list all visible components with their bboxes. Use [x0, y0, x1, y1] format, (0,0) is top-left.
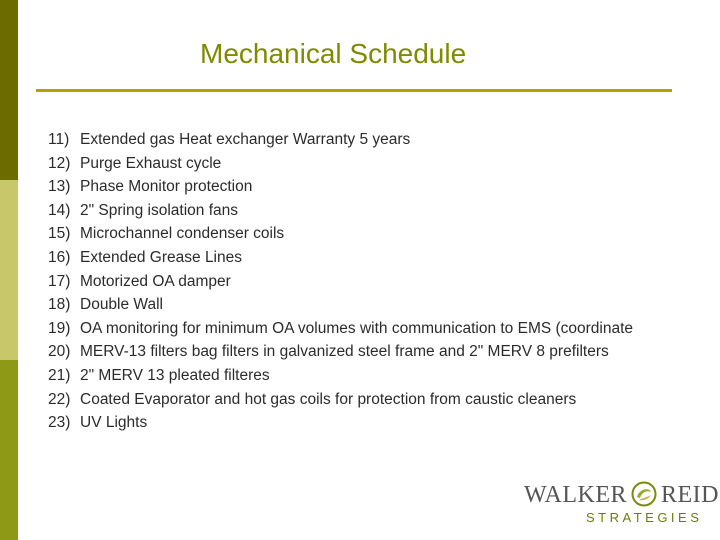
list-item-text: Microchannel condenser coils — [80, 225, 285, 243]
list-item-text: Extended Grease Lines — [80, 248, 242, 266]
list-item-number: 11) — [48, 131, 70, 148]
list-item — [48, 340, 696, 364]
list-item-number: 23) — [48, 414, 71, 432]
list-item — [48, 364, 696, 388]
logo-wordmark — [524, 480, 719, 510]
list-item-text: UV Lights — [80, 414, 148, 432]
list-item-text: Double Wall — [80, 296, 163, 314]
list-item — [48, 222, 696, 246]
schedule-list — [48, 128, 696, 435]
list-item-number: 12) — [48, 154, 71, 172]
walker-reid-logo — [524, 480, 719, 530]
list-item-number: 16) — [48, 248, 71, 266]
list-item-number: 19) — [48, 319, 71, 337]
accent-bar-middle-segment — [0, 180, 18, 360]
list-item-number: 22) — [48, 390, 71, 408]
accent-bar-bottom-segment — [0, 360, 18, 540]
list-item — [48, 199, 696, 223]
list-item-text: Purge Exhaust cycle — [80, 154, 222, 172]
list-item-number: 14) — [48, 201, 71, 219]
list-item-number: 21) — [48, 366, 71, 384]
swirl-emblem-icon — [631, 481, 657, 507]
list-item — [48, 293, 696, 317]
list-item-number: 18) — [48, 296, 71, 314]
logo-word-reid: REID — [660, 482, 719, 508]
list-item-number: 15) — [48, 225, 71, 243]
title-underline — [36, 89, 672, 92]
list-item-text: Phase Monitor protection — [80, 178, 253, 196]
list-item — [48, 128, 696, 152]
list-item — [48, 246, 696, 270]
logo-tagline: STRATEGIES — [586, 510, 703, 525]
list-item-number: 20) — [48, 343, 71, 361]
list-item — [48, 270, 696, 294]
list-item — [48, 152, 696, 176]
list-item — [48, 175, 696, 199]
accent-bar-top-segment — [0, 0, 18, 180]
list-item — [48, 388, 696, 412]
list-item-text: Coated Evaporator and hot gas coils for protection from caustic cleaners — [80, 390, 577, 408]
list-item-text: OA monitoring for minimum OA volumes with communication to EMS (coordinate — [80, 319, 634, 337]
list-item-number: 17) — [48, 272, 71, 290]
list-item-number: 13) — [48, 178, 71, 196]
list-item-text: 2" MERV 13 pleated filteres — [80, 366, 270, 384]
slide-title: Mechanical Schedule — [200, 38, 467, 69]
list-item-text: MERV-13 filters bag filters in galvanized steel frame and 2" MERV 8 prefilters — [80, 343, 609, 361]
list-item-text: Motorized OA damper — [80, 272, 231, 290]
list-item-text: Extended gas Heat exchanger Warranty 5 years — [80, 131, 411, 148]
logo-word-walker: WALKER — [524, 482, 627, 508]
left-accent-bar — [0, 0, 18, 540]
list-item-text: 2" Spring isolation fans — [80, 201, 239, 219]
list-item — [48, 317, 696, 341]
list-item — [48, 411, 696, 435]
